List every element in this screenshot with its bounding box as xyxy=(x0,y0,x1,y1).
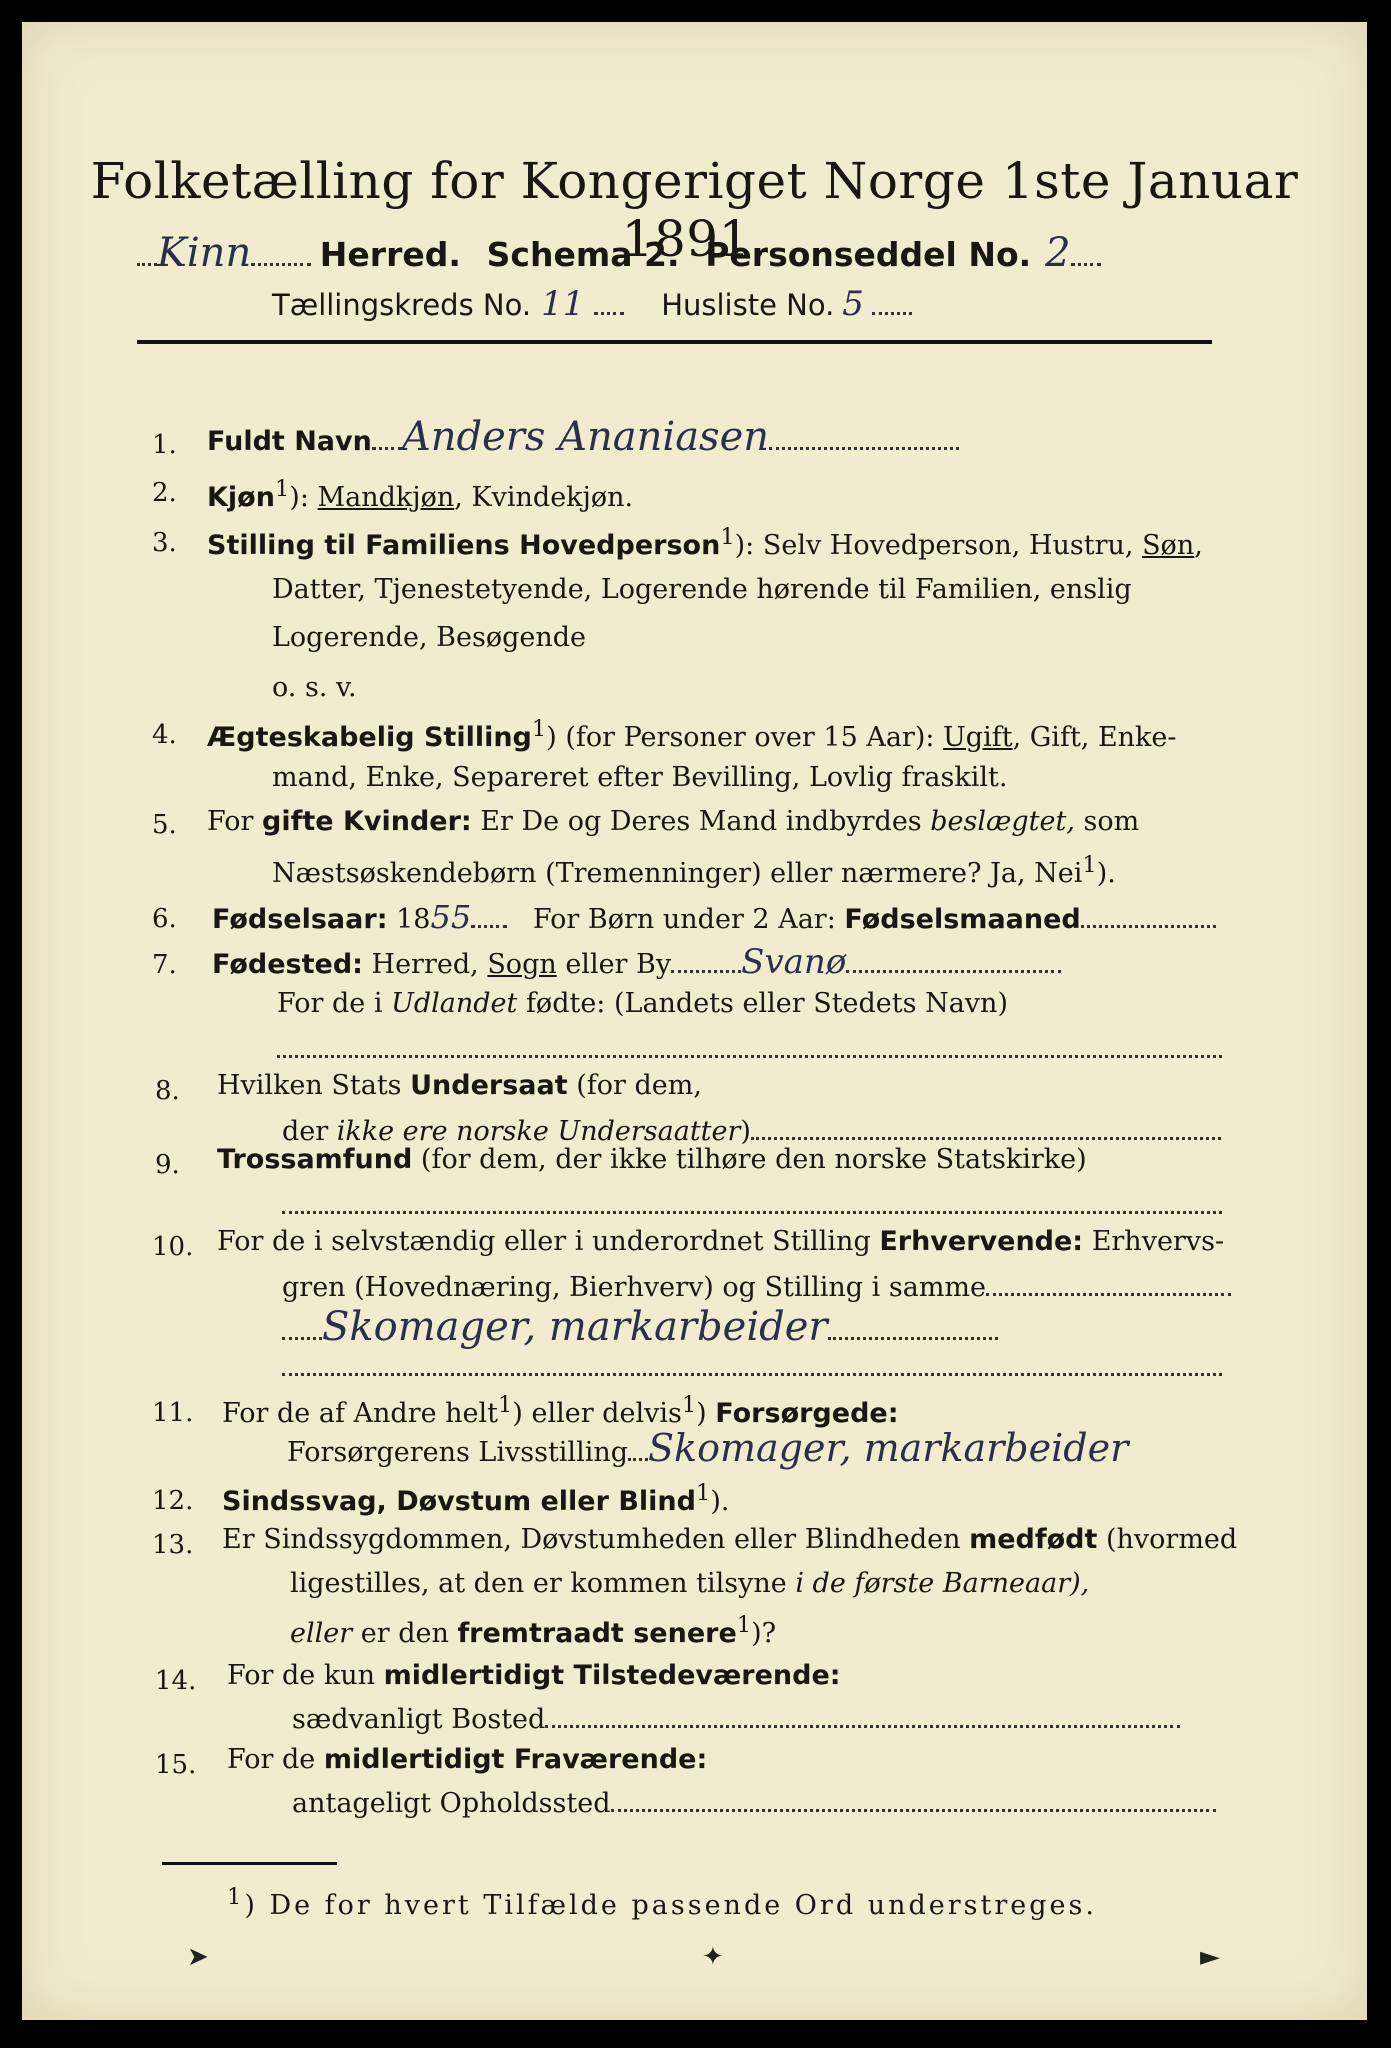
herred-value: Kinn xyxy=(157,230,252,276)
birthplace-value: Svanø xyxy=(741,942,847,982)
item-text: For de i selvstændig eller i underordnet Stilling xyxy=(217,1226,880,1257)
form-title: Folketælling for Kongeriget Norge 1ste Januar 1891. xyxy=(90,152,1299,268)
item-8-line-2 xyxy=(282,1116,1221,1147)
footnote-marker: 1 xyxy=(498,1392,513,1418)
item-text: )? xyxy=(751,1618,777,1649)
item-label: midlertidigt Fraværende: xyxy=(323,1744,708,1775)
census-form xyxy=(22,22,1367,2020)
item-text: For de af Andre helt xyxy=(222,1398,499,1429)
item-text: i de første Barneaar), xyxy=(795,1568,1090,1599)
item-text: o. s. v. xyxy=(272,672,357,703)
corner-mark-right: ► xyxy=(1200,1942,1220,1972)
item-1-full-name xyxy=(207,414,959,460)
item-text: eller By xyxy=(556,949,672,980)
item-label: Trossamfund xyxy=(217,1144,413,1175)
item-text: gren (Hovednæring, Bierhverv) og Stilling i samme xyxy=(282,1272,987,1303)
taellingskreds-number: 11 xyxy=(541,284,585,324)
item-text: eller xyxy=(290,1618,353,1649)
item-text: ligestilles, at den er kommen tilsyne xyxy=(290,1568,796,1599)
item-text: fødte: (Landets eller Stedets Navn) xyxy=(517,988,1008,1019)
birthplace-type-selected: Sogn xyxy=(487,949,557,980)
probable-location-field xyxy=(611,1809,1216,1812)
item-text: som xyxy=(1074,806,1140,837)
item-text: Herred, xyxy=(362,949,488,980)
foreign-birthplace-field xyxy=(277,1055,1222,1058)
item-number: 10. xyxy=(152,1232,194,1262)
item-text: Er De og Deres Mand indbyrdes xyxy=(471,806,931,837)
item-4-marital-status xyxy=(207,716,1177,753)
item-number: 1. xyxy=(152,430,177,460)
item-number: 7. xyxy=(152,950,177,980)
item-number: 8. xyxy=(155,1076,180,1106)
item-label: Erhvervende: xyxy=(879,1226,1084,1257)
item-label: Fødselsmaaned xyxy=(844,904,1081,935)
item-text: Næstsøskendebørn (Tremenninger) eller nærmere? Ja, Nei xyxy=(272,858,1083,889)
item-10-line-3 xyxy=(282,1304,998,1350)
item-number: 3. xyxy=(152,528,177,558)
item-14-temporary-present xyxy=(227,1660,841,1691)
birth-year-value: 55 xyxy=(430,898,472,936)
item-10-line-2 xyxy=(282,1272,1231,1303)
occupation-value: Skomager, markarbeider xyxy=(322,1304,828,1350)
footnote-marker: 1 xyxy=(274,476,290,502)
husliste-label: Husliste No. xyxy=(661,288,835,322)
item-text: ) xyxy=(740,1116,751,1147)
item-text: For de xyxy=(227,1744,324,1775)
item-label: Fødested: xyxy=(212,949,363,980)
item-13-congenital xyxy=(222,1524,1237,1555)
full-name-value: Anders Ananiasen xyxy=(401,414,770,460)
footnote-rule xyxy=(162,1862,337,1865)
item-text: ). xyxy=(1096,858,1116,889)
marital-status-selected: Ugift xyxy=(943,722,1013,753)
item-9-religion xyxy=(217,1144,1087,1175)
item-text: ). xyxy=(710,1486,730,1517)
item-text: For de i xyxy=(277,988,392,1019)
item-number: 11. xyxy=(152,1398,194,1428)
item-label: Fuldt Navn xyxy=(207,426,372,457)
item-number: 5. xyxy=(152,810,177,840)
item-text: Logerende, Besøgende xyxy=(272,622,586,653)
item-6-birth-year xyxy=(212,898,1216,936)
item-text: ) xyxy=(696,1398,716,1429)
footnote xyxy=(227,1884,1097,1921)
item-label: Forsørgede: xyxy=(715,1398,899,1429)
personseddel-label: Personseddel No. xyxy=(705,235,1032,274)
item-label: Stilling til Familiens Hovedperson xyxy=(207,530,721,561)
item-11-line-2 xyxy=(287,1426,1128,1470)
religion-field xyxy=(282,1211,1222,1214)
husliste-number: 5 xyxy=(842,284,864,324)
item-text: (for dem, xyxy=(567,1070,702,1101)
item-3-family-position: Stilling til Familiens Hovedperson$^1$): Selv Hovedperson, Hustru, Søn, xyxy=(207,524,1203,561)
item-text: 18 xyxy=(387,904,431,935)
item-text: beslægtet, xyxy=(930,806,1075,837)
item-8-citizenship xyxy=(217,1070,702,1101)
footnote-marker: 1 xyxy=(681,1392,697,1418)
item-text: er den xyxy=(352,1618,458,1649)
item-text: ikke ere norske Undersaatter xyxy=(336,1116,741,1147)
schema-label: Schema 2. xyxy=(486,235,680,274)
item-label: Kjøn xyxy=(207,482,275,513)
item-14-line-2 xyxy=(292,1704,1180,1735)
item-7-line-2 xyxy=(277,988,1008,1019)
herred-label: Herred. xyxy=(319,235,461,274)
item-label: midlertidigt Tilstedeværende: xyxy=(383,1660,841,1691)
item-text: ): xyxy=(289,482,318,513)
item-text: For de kun xyxy=(227,1660,384,1691)
item-number: 9. xyxy=(155,1150,180,1180)
item-7-birthplace xyxy=(212,942,1061,982)
item-label: gifte Kvinder: xyxy=(262,806,472,837)
item-label: Ægteskabelig Stilling xyxy=(207,722,532,753)
item-text: , Kvindekjøn. xyxy=(454,482,634,513)
item-label: fremtraadt senere xyxy=(457,1618,737,1649)
footnote-marker: 1 xyxy=(227,1884,245,1910)
item-text: Erhvervs- xyxy=(1083,1226,1225,1257)
item-text: ) eller delvis xyxy=(512,1398,682,1429)
item-number: 2. xyxy=(152,478,177,508)
occupation-field-extra xyxy=(282,1373,1222,1376)
personseddel-number: 2 xyxy=(1045,230,1071,276)
item-13-line-2 xyxy=(290,1568,1089,1599)
footnote-marker: 1 xyxy=(736,1612,752,1638)
item-text: (for dem, der ikke tilhøre den norske Statskirke) xyxy=(412,1144,1087,1175)
item-label: Fødselsaar: xyxy=(212,904,388,935)
item-11-dependents xyxy=(222,1392,899,1429)
item-label: medfødt xyxy=(969,1524,1098,1555)
item-number: 12. xyxy=(152,1486,194,1516)
item-15-temporary-absent xyxy=(227,1744,707,1775)
footnote-marker: 1 xyxy=(531,716,547,742)
gender-selected: Mandkjøn xyxy=(317,482,455,513)
item-text: Hvilken Stats xyxy=(217,1070,411,1101)
item-text: sædvanligt Bosted xyxy=(292,1704,546,1735)
taellingskreds-label: Tællingskreds No. xyxy=(272,288,532,322)
item-text: For xyxy=(207,806,263,837)
item-2-gender xyxy=(207,476,633,513)
item-text: Er Sindssygdommen, Døvstumheden eller Blindheden xyxy=(222,1524,970,1555)
item-label: Undersaat xyxy=(410,1070,568,1101)
item-number: 13. xyxy=(152,1530,194,1560)
item-text: Udlandet xyxy=(391,988,518,1019)
item-text: ): Selv Hovedperson, Hustru, xyxy=(734,530,1143,561)
item-text: (hvormed xyxy=(1097,1524,1238,1555)
item-number: 14. xyxy=(155,1666,197,1696)
footnote-marker: 1 xyxy=(720,524,735,550)
item-number: 4. xyxy=(152,720,177,750)
item-13-line-3 xyxy=(290,1612,776,1649)
item-number: 6. xyxy=(152,904,177,934)
usual-residence-field xyxy=(545,1725,1180,1728)
item-number: 15. xyxy=(155,1750,197,1780)
header-line-1 xyxy=(137,230,1101,276)
corner-mark-center: ✦ xyxy=(702,1942,724,1972)
item-text: der xyxy=(282,1116,337,1147)
footnote-text: ) De for hvert Tilfælde passende Ord understreges. xyxy=(244,1890,1097,1921)
footnote-marker: 1 xyxy=(1082,852,1097,878)
item-12-disability xyxy=(222,1480,729,1517)
header-rule xyxy=(137,340,1212,344)
item-label: Sindssvag, Døvstum eller Blind xyxy=(222,1486,696,1517)
corner-mark-left: ➤ xyxy=(187,1942,209,1972)
header-line-2 xyxy=(272,284,912,324)
item-text: Datter, Tjenestetyende, Logerende hørende til Familien, enslig xyxy=(272,574,1132,605)
item-text: Forsørgerens Livsstilling xyxy=(287,1437,629,1468)
item-text: mand, Enke, Separeret efter Bevilling, Lovlig fraskilt. xyxy=(272,762,1008,793)
item-5-married-women xyxy=(207,806,1139,837)
provider-occupation-value: Skomager, markarbeider xyxy=(648,1426,1129,1470)
item-text: ) (for Personer over 15 Aar): xyxy=(546,722,944,753)
item-text: , Gift, Enke- xyxy=(1012,722,1177,753)
item-text: For Børn under 2 Aar: xyxy=(532,904,845,935)
item-text: antageligt Opholdssted xyxy=(292,1788,611,1819)
item-10-occupation xyxy=(217,1226,1224,1257)
family-position-selected: Søn xyxy=(1142,530,1195,561)
footnote-marker: 1 xyxy=(695,1480,711,1506)
item-15-line-2 xyxy=(292,1788,1216,1819)
item-5-line-2 xyxy=(272,852,1116,889)
